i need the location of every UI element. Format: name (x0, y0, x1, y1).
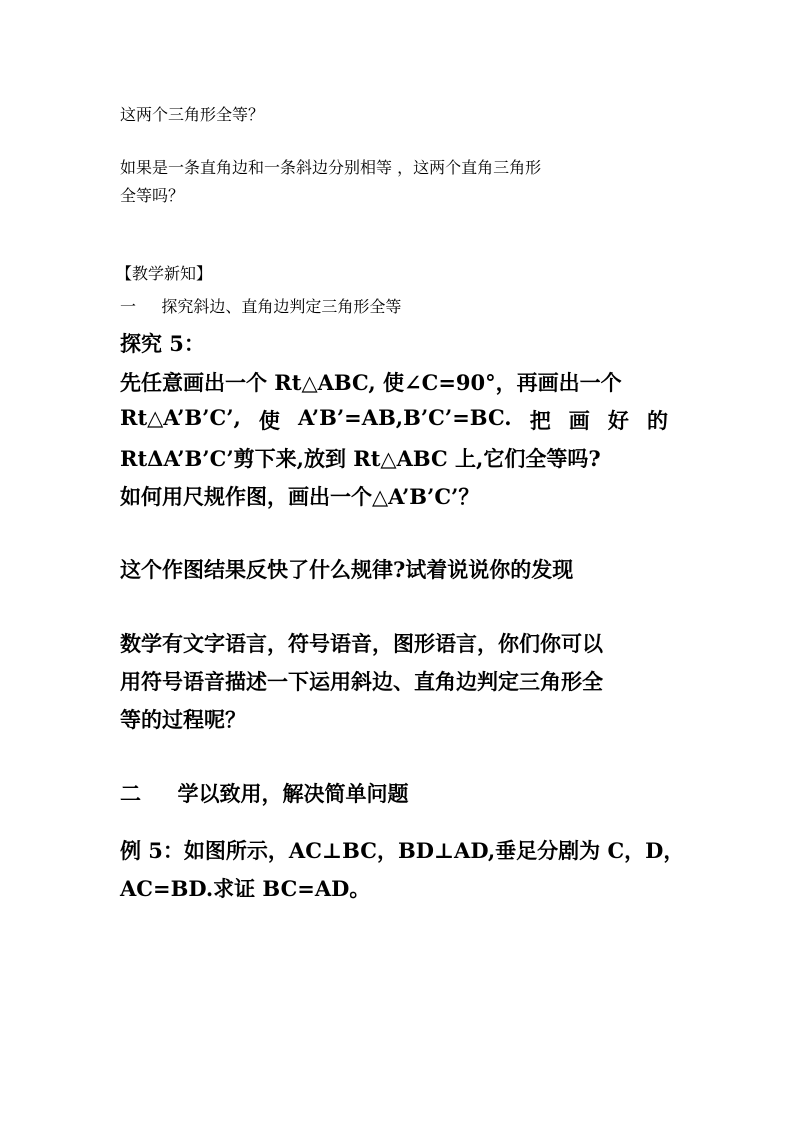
text: 使 (258, 408, 280, 433)
text: Rt△A’B’C’, (120, 405, 241, 430)
math-language-line-2: 用符号语音描述一下运用斜边、直角边判定三角形全 (120, 669, 603, 694)
section-heading: 【教学新知】 (116, 264, 213, 283)
text: 的 (646, 408, 668, 433)
math-language-line-1: 数学有文字语言，符号语音，图形语言，你们你可以 (120, 631, 603, 656)
question-1: 这两个三角形全等？ (120, 105, 265, 124)
explore-line-3: RtΔA’B’C’剪下来,放到 Rt△ABC 上,它们全等吗? (120, 446, 601, 471)
explore-line-4: 如何用尺规作图，画出一个△A’B’C’？ (120, 484, 480, 509)
example-line-1: 例 5：如图所示，AC⊥BC，BD⊥AD,垂足分剧为 C，D， (120, 838, 685, 863)
example-line-2: AC=BD.求证 BC=AD。 (120, 876, 371, 901)
part-1-heading: 一 探究斜边、直角边判定三角形全等 (120, 297, 402, 316)
text: A’B’=AB,B’C’=BC. (298, 405, 512, 430)
question-2-line-2: 全等吗？ (120, 186, 185, 205)
text: 画 (568, 408, 590, 433)
explore-line-1: 先任意画出一个 Rt△ABC, 使∠C=90°，再画出一个 (120, 370, 622, 395)
text: 好 (607, 408, 629, 433)
part-2-heading: 二 学以致用，解决简单问题 (120, 781, 409, 806)
question-2-line-1: 如果是一条直角边和一条斜边分别相等 ，这两个直角三角形 (120, 158, 542, 177)
math-language-line-3: 等的过程呢？ (120, 707, 246, 732)
text: 把 (529, 408, 551, 433)
explore-line-5: 这个作图结果反快了什么规律?试着说说你的发现 (120, 557, 574, 582)
explore-line-2 (120, 405, 668, 435)
explore-title: 探究 5： (120, 331, 205, 356)
